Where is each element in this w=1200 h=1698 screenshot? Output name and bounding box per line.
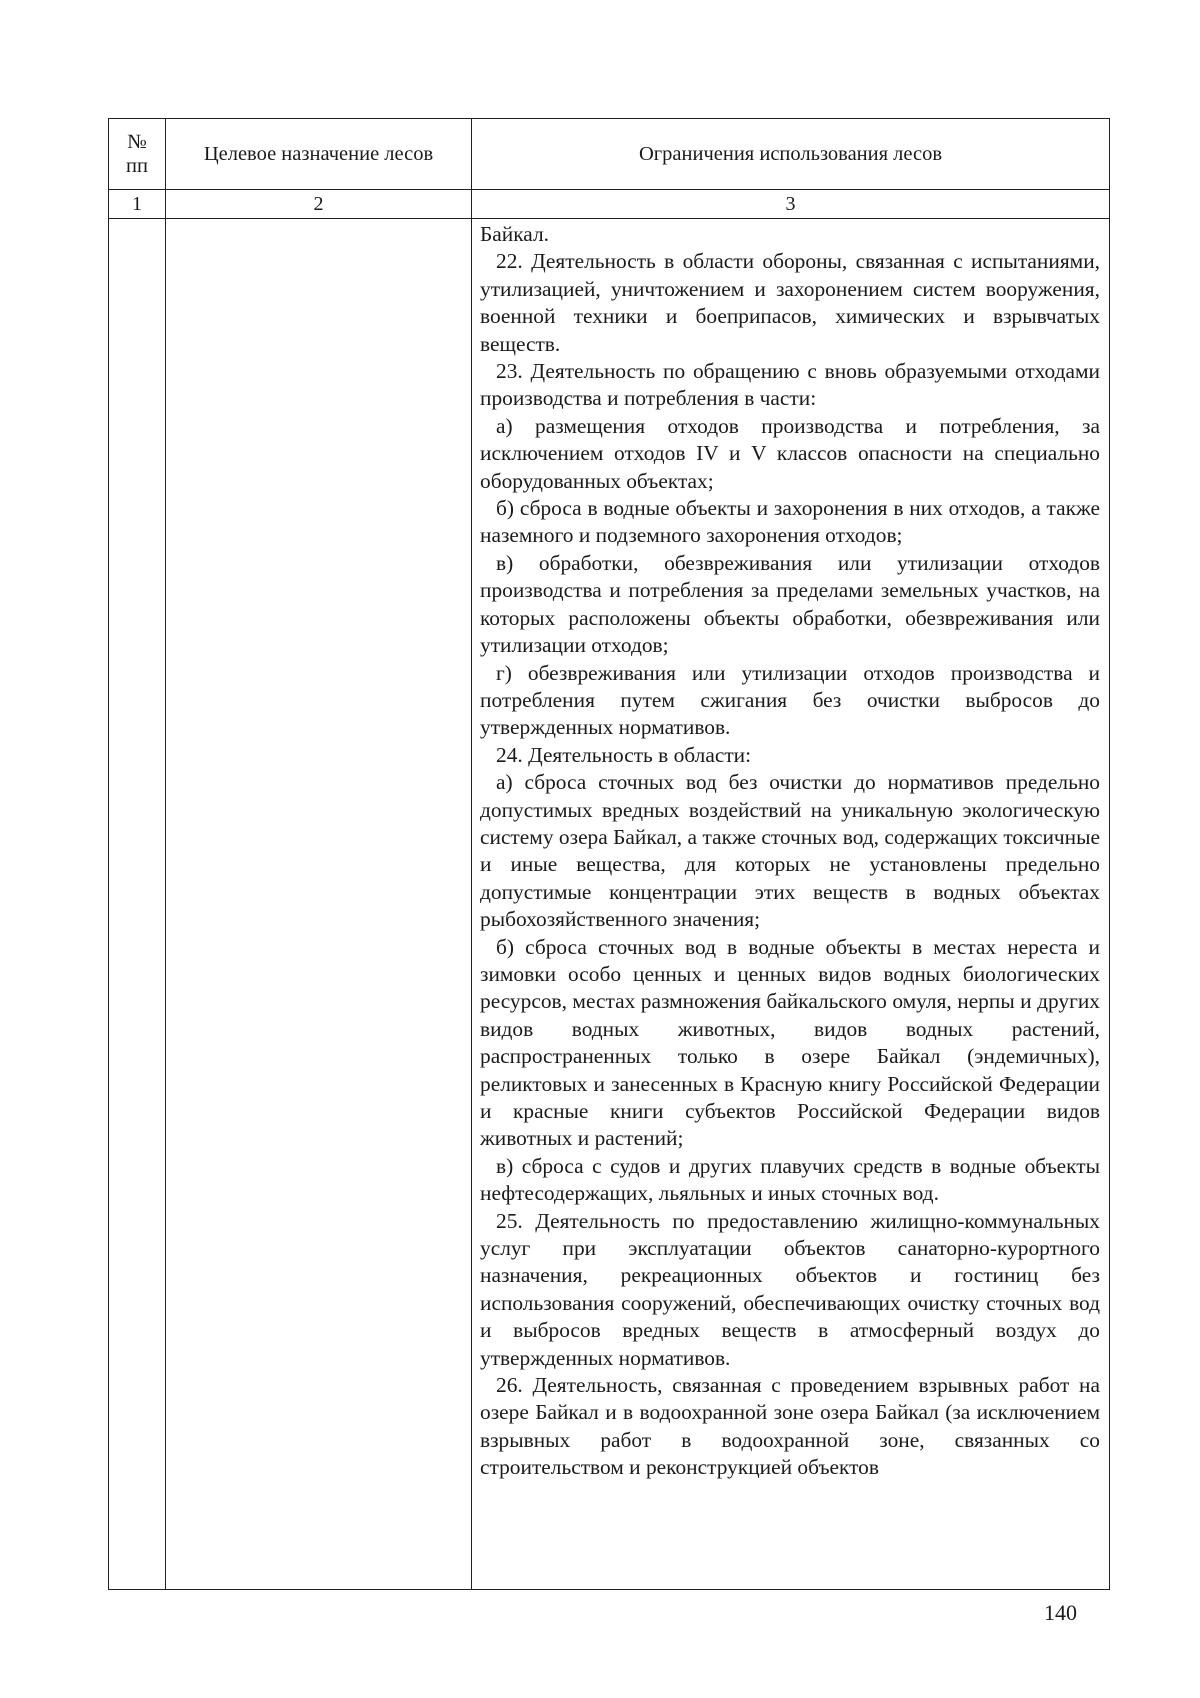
restrictions-table (108, 118, 1110, 1590)
paragraph: Байкал. (480, 222, 549, 246)
paragraph: а) сброса сточных вод без очистки до нормативов предельно допустимых вредных воздействий на уникальную экологическую систему озера Байкал, а также сточных вод, содержащих токсичные и иные вещества, для которых не установлены предельно допустимые концентрации этих веществ в водных объектах рыбохозяйственного значения; (480, 770, 1100, 932)
table-row (109, 219, 1110, 1590)
cell-purpose (166, 219, 472, 1590)
paragraph: 23. Деятельность по обращению с вновь образуемыми отходами производства и потребления в части: (480, 359, 1100, 411)
header-number (109, 119, 166, 190)
paragraph: 24. Деятельность в области: (496, 742, 752, 767)
header-purpose: Целевое назначение лесов (166, 119, 472, 190)
table-header-row (109, 119, 1110, 190)
column-number-2: 2 (166, 190, 472, 219)
column-number-row (109, 190, 1110, 219)
paragraph: а) размещения отходов производства и потребления, за исключением отходов IV и V классов опасности на специально оборудованных объектах; (480, 413, 1100, 493)
restrictions-text (472, 219, 1109, 1482)
header-number-line2: пп (126, 155, 148, 177)
paragraph: 25. Деятельность по предоставлению жилищно-коммунальных услуг при эксплуатации объектов санаторно-курортного назначения, рекреационных объектов и гостиниц без использования сооружений, обеспечивающих очистку сточных вод и выбросов вредных веществ в атмосферный воздух до утвержденных нормативов. (480, 1208, 1100, 1370)
paragraph: б) сброса в водные объекты и захоронения в них отходов, а также наземного и подземного захоронения отходов; (480, 496, 1100, 548)
paragraph: в) обработки, обезвреживания или утилизации отходов производства и потребления за пределами земельных участков, на которых расположены объекты обработки, обезвреживания или утилизации отходов; (480, 550, 1100, 658)
paragraph: 22. Деятельность в области обороны, связанная с испытаниями, утилизацией, уничтожением и захоронением систем вооружения, военной техники и боеприпасов, химических и взрывчатых веществ. (480, 249, 1100, 356)
header-number-line1: № (127, 131, 147, 153)
paragraph: г) обезвреживания или утилизации отходов производства и потребления путем сжигания без очистки выбросов до утвержденных нормативов. (480, 660, 1100, 740)
header-restrictions: Ограничения использования лесов (472, 119, 1110, 190)
cell-restrictions (472, 219, 1110, 1590)
paragraph: б) сброса сточных вод в водные объекты в местах нереста и зимовки особо ценных и ценных видов водных биологических ресурсов, местах размножения байкальского омуля, нерпы и других видов водных животных, видов водных растений, распространенных только в озере Байкал (эндемичных), реликтовых и занесенных в Красную книгу Российской Федерации и красные книги субъектов Российской Федерации видов животных и растений; (480, 934, 1100, 1151)
column-number-1: 1 (109, 190, 166, 219)
cell-number (109, 219, 166, 1590)
column-number-3: 3 (472, 190, 1110, 219)
paragraph: 26. Деятельность, связанная с проведением взрывных работ на озере Байкал и в водоохранной зоне озера Байкал (за исключением взрывных работ в водоохранной зоне, связанных со строительством и реконструкцией объектов (480, 1373, 1100, 1480)
page-number: 140 (1044, 1600, 1077, 1625)
paragraph: в) сброса с судов и других плавучих средств в водные объекты нефтесодержащих, льяльных и иных сточных вод. (480, 1153, 1100, 1206)
